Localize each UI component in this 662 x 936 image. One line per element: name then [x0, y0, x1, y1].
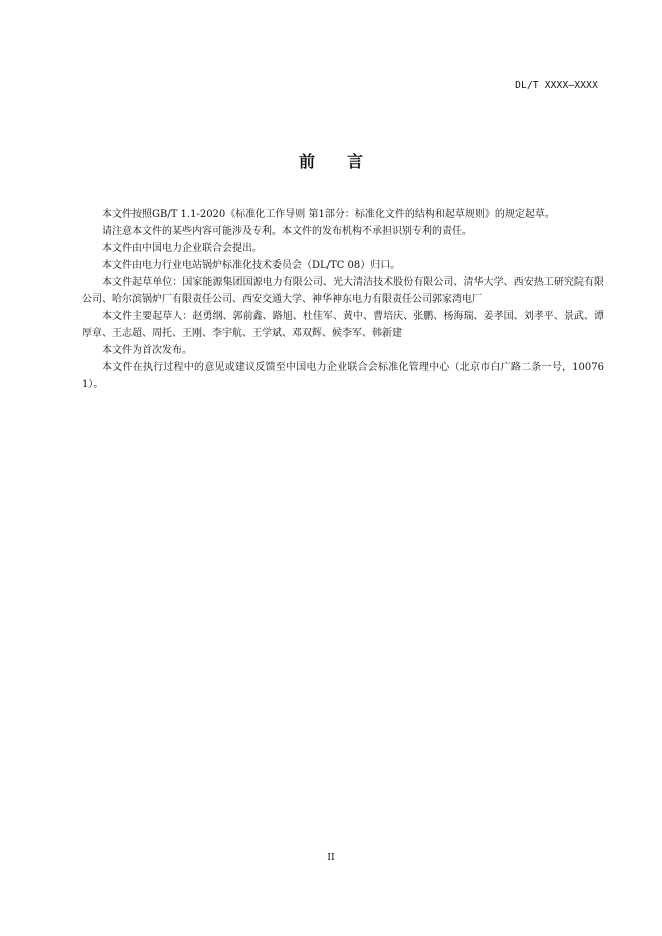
- paragraph-feedback-contact: 本文件在执行过程中的意见或建议反馈至中国电力企业联合会标准化管理中心（北京市白广路二条一号，100761）。: [82, 362, 604, 390]
- paragraph-patent-notice: 请注意本文件的某些内容可能涉及专利。本文件的发布机构不承担识别专利的责任。: [102, 226, 472, 237]
- paragraph-first-release: 本文件为首次发布。: [102, 345, 192, 356]
- paragraph-main-drafters: 本文件主要起草人：赵勇纲、郭前鑫、路旭、杜佳军、黄中、曹培庆、张鹏、杨海瑞、姜孝国、刘孝平、景武、谭厚章、王志超、周托、王刚、李宇航、王学斌、邓双辉、候李军、韩新建: [82, 311, 604, 339]
- page-title: 前言: [298, 152, 395, 171]
- paragraph-standard-basis: 本文件按照GB/T 1.1-2020《标准化工作导则 第1部分：标准化文件的结构和起草规则》的规定起草。: [102, 209, 555, 220]
- page-number: II: [327, 852, 335, 863]
- document-code: DL/T XXXX—XXXX: [515, 80, 598, 91]
- paragraph-drafting-units: 本文件起草单位：国家能源集团国源电力有限公司、光大清洁技术股份有限公司、清华大学、西安热工研究院有限公司、哈尔滨锅炉厂有限责任公司、西安交通大学、神华神东电力有限责任公司郭家湾电厂: [82, 277, 604, 305]
- paragraph-technical-committee: 本文件由电力行业电站锅炉标准化技术委员会（DL/TC 08）归口。: [102, 260, 401, 271]
- paragraph-proposer: 本文件由中国电力企业联合会提出。: [102, 243, 262, 254]
- foreword-body: [82, 206, 604, 393]
